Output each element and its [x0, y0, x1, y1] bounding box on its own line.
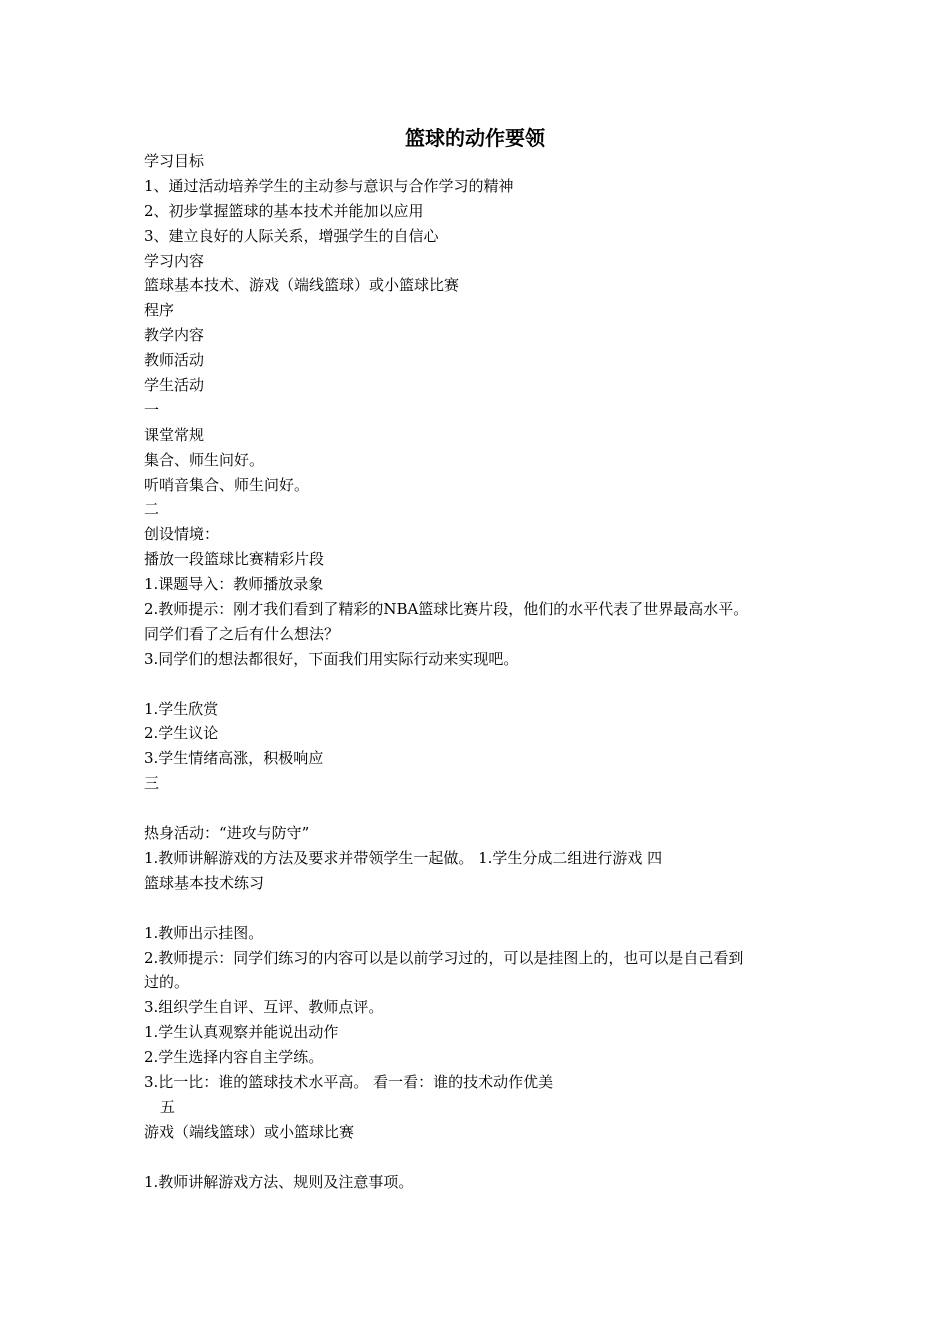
text-line: 同学们看了之后有什么想法？ — [144, 624, 340, 643]
text-line: 篮球基本技术练习 — [144, 873, 265, 892]
text-line: 过的。 — [144, 973, 190, 992]
text-line: 听哨音集合、师生问好。 — [144, 475, 310, 494]
blank-line — [144, 672, 816, 697]
text-line: 三 — [144, 774, 160, 793]
text-line: 2.教师提示：刚才我们看到了精彩的NBA篮球比赛片段，他们的水平代表了世界最高水平。 — [144, 600, 749, 619]
text-line: 3.同学们的想法都很好，下面我们用实际行动来实现吧。 — [144, 649, 519, 668]
text-line: 1.学生认真观察并能说出动作 — [144, 1023, 339, 1042]
text-line: 集合、师生问好。 — [144, 450, 265, 469]
text-line: 1、通过活动培养学生的主动参与意识与合作学习的精神 — [144, 176, 514, 195]
text-line: 3、建立良好的人际关系，增强学生的自信心 — [144, 226, 439, 245]
text-line: 播放一段篮球比赛精彩片段 — [144, 550, 325, 569]
text-line: 2.学生议论 — [144, 724, 219, 743]
text-line: 2.教师提示：同学们练习的内容可以是以前学习过的，可以是挂图上的，也可以是自己看到 — [144, 948, 744, 967]
text-line: 程序 — [144, 301, 175, 320]
text-line: 1.学生欣赏 — [144, 699, 219, 718]
text-line: 1.教师出示挂图。 — [144, 923, 264, 942]
blank-line — [144, 796, 816, 821]
text-line: 课堂常规 — [144, 425, 205, 444]
text-line: 1.教师讲解游戏方法、规则及注意事项。 — [144, 1172, 414, 1191]
text-line: 一 — [144, 400, 160, 419]
text-line: 1.课题导入：教师播放录象 — [144, 575, 324, 594]
text-line: 热身活动：“进攻与防守” — [144, 824, 310, 843]
text-line: 学习内容 — [144, 251, 205, 270]
blank-line — [144, 1145, 816, 1170]
text-line: 学生活动 — [144, 376, 205, 395]
text-line: 五 — [160, 1097, 176, 1116]
text-line: 篮球基本技术、游戏（端线篮球）或小篮球比赛 — [144, 276, 460, 295]
text-line: 学习目标 — [144, 152, 205, 170]
text-line: 游戏（端线篮球）或小篮球比赛 — [144, 1122, 355, 1141]
document-title: 篮球的动作要领 — [405, 126, 545, 150]
text-line: 3.组织学生自评、互评、教师点评。 — [144, 998, 384, 1017]
blank-line — [144, 896, 816, 921]
text-line: 2、初步掌握篮球的基本技术并能加以应用 — [144, 201, 424, 220]
text-line: 1.教师讲解游戏的方法及要求并带领学生一起做。 1.学生分成二组进行游戏 四 — [144, 848, 663, 867]
text-line: 创设情境： — [144, 525, 220, 544]
text-line: 教师活动 — [144, 351, 205, 370]
text-line: 3.比一比：谁的篮球技术水平高。 看一看：谁的技术动作优美 — [144, 1072, 554, 1091]
text-line: 二 — [144, 500, 160, 519]
text-line: 教学内容 — [144, 326, 205, 345]
text-line: 3.学生情绪高涨，积极响应 — [144, 749, 324, 768]
text-line: 2.学生选择内容自主学练。 — [144, 1048, 324, 1067]
document-body — [144, 149, 816, 1194]
